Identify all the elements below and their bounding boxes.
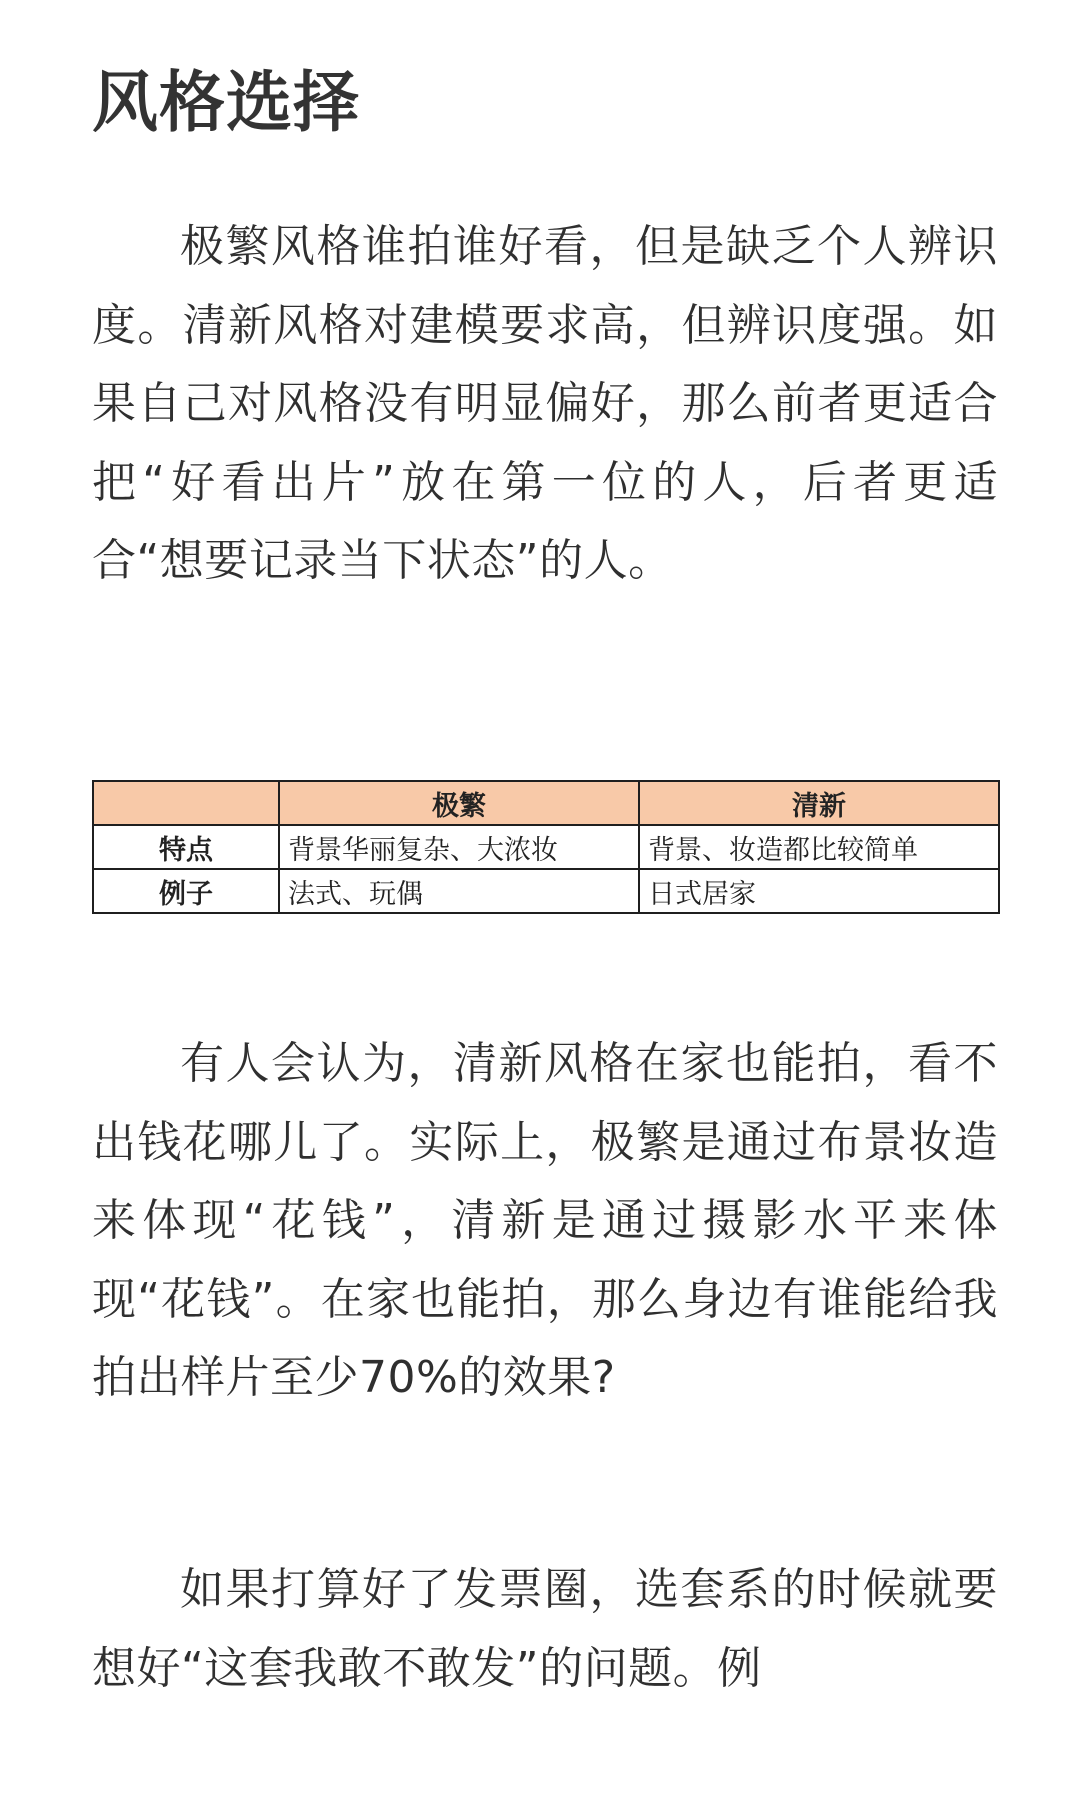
- table-header-fresh: 清新: [639, 781, 999, 825]
- page-title: 风格选择: [92, 64, 360, 141]
- table-cell: 法式、玩偶: [279, 869, 639, 913]
- table-header-empty: [93, 781, 279, 825]
- table-cell: 背景华丽复杂、大浓妆: [279, 825, 639, 869]
- table-row: [93, 825, 999, 869]
- comparison-table: [92, 780, 998, 914]
- table-header-maximalist: 极繁: [279, 781, 639, 825]
- table-row: [93, 869, 999, 913]
- row-label-features: 特点: [93, 825, 279, 869]
- paragraph-cost-explanation: 有人会认为，清新风格在家也能拍，看不出钱花哪儿了。实际上，极繁是通过布景妆造来体现“花钱”，清新是通过摄影水平来体现“花钱”。在家也能拍，那么身边有谁能给我拍出样片至少70%的效果?: [92, 1038, 998, 1403]
- table-header-row: [93, 781, 999, 825]
- table-cell: 背景、妆造都比较简单: [639, 825, 999, 869]
- paragraph-style-comparison: 极繁风格谁拍谁好看，但是缺乏个人辨识度。清新风格对建模要求高，但辨识度强。如果自己对风格没有明显偏好，那么前者更适合把“好看出片”放在第一位的人，后者更适合“想要记录当下状态”的人。: [92, 221, 998, 586]
- row-label-examples: 例子: [93, 869, 279, 913]
- style-table: [92, 780, 1000, 914]
- paragraph-posting-advice: 如果打算好了发票圈，选套系的时候就要想好“这套我敢不敢发”的问题。例: [92, 1564, 998, 1694]
- table-cell: 日式居家: [639, 869, 999, 913]
